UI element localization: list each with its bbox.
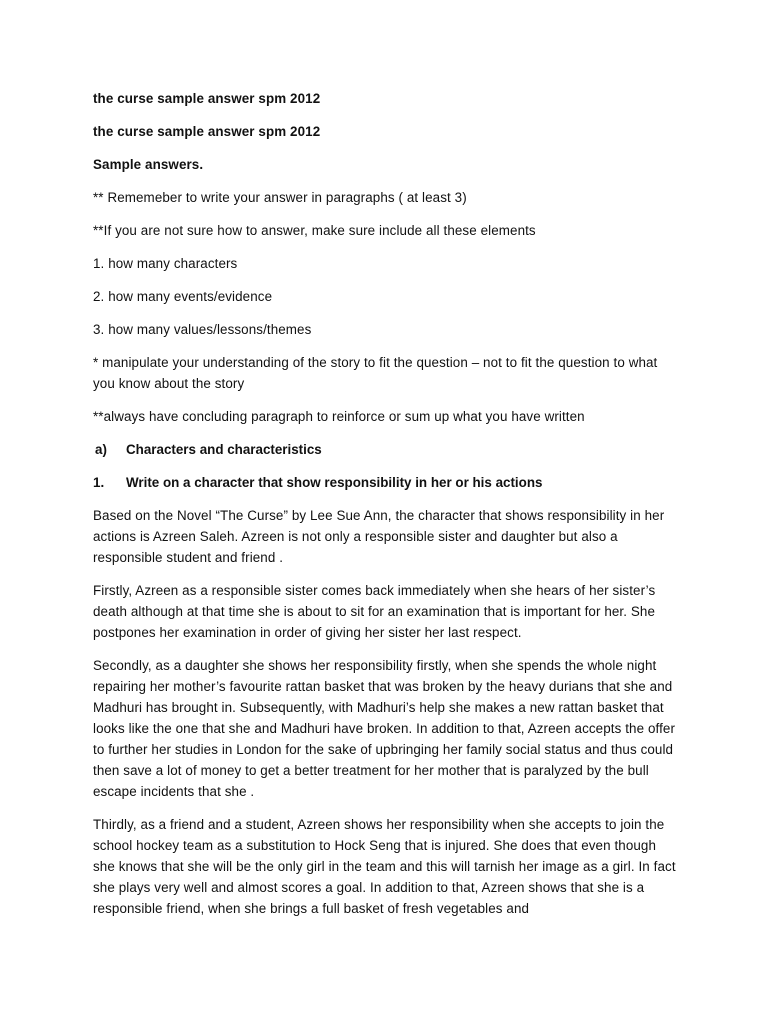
document-title-2: the curse sample answer spm 2012 <box>93 124 321 139</box>
question-number: 1. <box>93 475 105 490</box>
answer-paragraph-thirdly: Thirdly, as a friend and a student, Azreen shows her responsibility when she accepts to join the school hockey team as a substitution to Hock Seng that is injured. She does that even though she knows that she will be the only girl in the team and this will tarnish her image as a girl. In fact she plays very well and almost scores a goal. In addition to that, Azreen shows that she is a responsible friend, when she brings a full basket of fresh vegetables and <box>93 817 676 916</box>
answer-paragraph-firstly: Firstly, Azreen as a responsible sister comes back immediately when she hears of her sister’s death although at that time she is about to sit for an examination that is important for her. She postpones her examination in order of giving her sister her last respect. <box>93 583 656 640</box>
tip-manipulate: * manipulate your understanding of the story to fit the question – not to fit the question to what you know about the story <box>93 355 658 391</box>
tip-concluding: **always have concluding paragraph to reinforce or sum up what you have written <box>93 409 585 424</box>
section-heading <box>93 439 676 460</box>
tip-events: 2. how many events/evidence <box>93 289 273 304</box>
answer-paragraph-secondly: Secondly, as a daughter she shows her responsibility firstly, when she spends the whole night repairing her mother’s favourite rattan basket that was broken by the heavy durians that she and Madhuri has brought in. Subsequently, with Madhuri’s help she makes a new rattan basket that looks like the one that she and Madhuri have broken. In addition to that, Azreen accepts the offer to further her studies in London for the sake of upbringing her family social status and thus could then save a lot of money to get a better treatment for her mother that is paralyzed by the bull escape incidents that she . <box>93 658 675 799</box>
section-marker: a) <box>95 442 107 457</box>
document-title-1: the curse sample answer spm 2012 <box>93 91 321 106</box>
section-title: Characters and characteristics <box>126 442 322 457</box>
tip-paragraphs: ** Rememeber to write your answer in paragraphs ( at least 3) <box>93 190 467 205</box>
document-page <box>93 88 676 931</box>
tip-elements: **If you are not sure how to answer, make sure include all these elements <box>93 223 536 238</box>
question-text: Write on a character that show responsibility in her or his actions <box>126 475 543 490</box>
answer-paragraph-intro: Based on the Novel “The Curse” by Lee Sue Ann, the character that shows responsibility in her actions is Azreen Saleh. Azreen is not only a responsible sister and daughter but also a responsible student and friend . <box>93 508 665 565</box>
tip-values: 3. how many values/lessons/themes <box>93 322 312 337</box>
tip-characters: 1. how many characters <box>93 256 238 271</box>
question-heading <box>93 472 676 493</box>
sample-answers-heading: Sample answers. <box>93 157 204 172</box>
